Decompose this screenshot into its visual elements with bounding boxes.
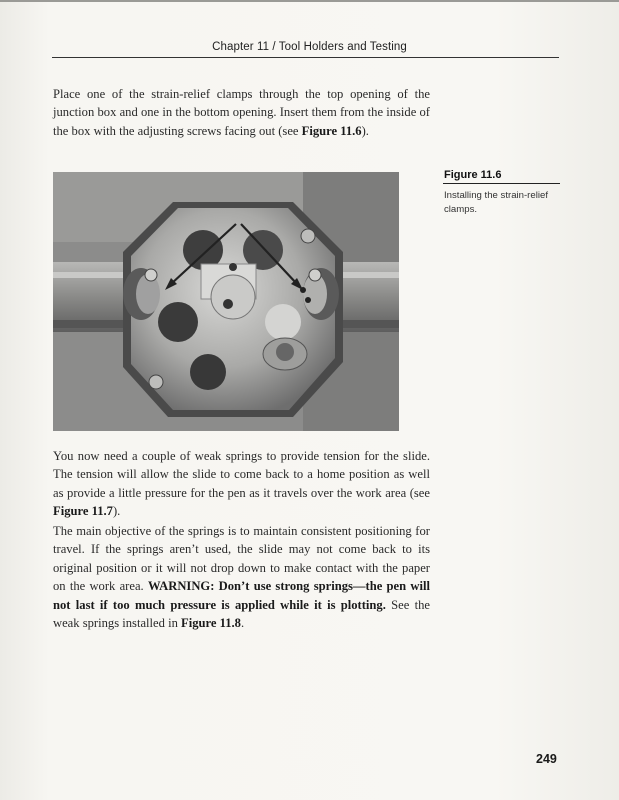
paragraph-tail: . [240, 616, 245, 631]
scan-edge [0, 0, 619, 2]
warning-text: WARNING: Don’t use strong springs—the pen will not last if too much pressure is applied while it is plotting. [53, 579, 430, 612]
paragraph-springs [53, 447, 430, 521]
page-number: 249 [536, 752, 557, 766]
figure-title: Figure 11.6 [444, 169, 502, 181]
header-rule [52, 57, 559, 58]
paragraph-objective [53, 522, 430, 632]
paragraph-tail: ). [112, 504, 121, 519]
figure-caption: Installing the strain-relief clamps. [444, 190, 548, 215]
paragraph-text: Place one of the strain-relief clamps through the top opening of the junction box and one in the bottom opening. Insert them from the inside of the box with the adjusting screws facing out (see [53, 87, 430, 138]
paragraph-text: You now need a couple of weak springs to provide tension for the slide. The tension will allow the slide to come back to a home position as well as provide a little pressure for the pen as it travels over the work area (see [53, 449, 430, 500]
figure-reference: Figure 11.8 [181, 616, 241, 631]
running-head: Chapter 11 / Tool Holders and Testing [212, 41, 407, 53]
figure-photo-junction-box [53, 172, 399, 431]
figure-reference: Figure 11.6 [301, 123, 362, 138]
figure-rule [443, 183, 560, 184]
paragraph-tail: ). [361, 123, 369, 138]
paragraph-clamps [53, 85, 430, 140]
figure-reference: Figure 11.7 [53, 504, 113, 519]
paragraph-text-continued: See the weak springs installed in [53, 597, 430, 631]
paragraph-text: The main objective of the springs is to maintain consistent positioning for travel. If the springs aren’t used, the slide may not come back to its original position or it will not drop down to make contact with the paper on the work area. [53, 524, 430, 594]
